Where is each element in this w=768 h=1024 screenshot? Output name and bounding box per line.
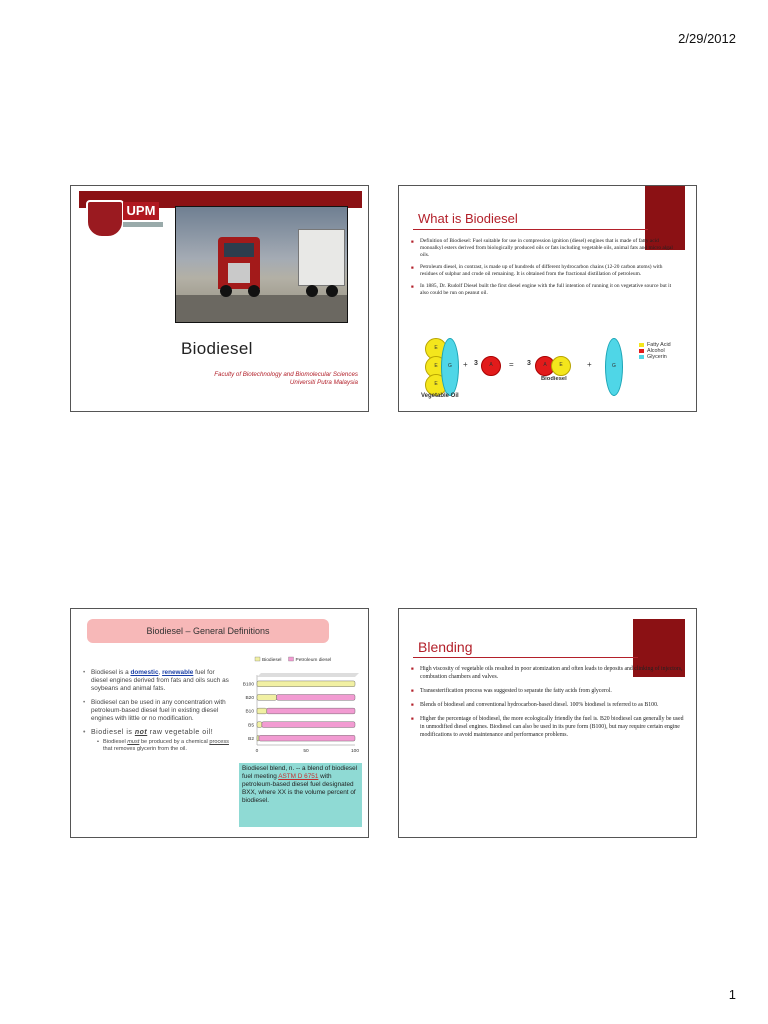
slide-general-definitions xyxy=(70,608,369,838)
category-label: B20 xyxy=(245,696,254,702)
slide-heading: What is Biodiesel xyxy=(418,211,518,226)
x-tick-label: 0 xyxy=(255,749,259,754)
slide-heading: Blending xyxy=(418,639,473,655)
plus-sign: + xyxy=(587,360,592,369)
bar-segment xyxy=(257,708,267,714)
fatty-acid-circle: E xyxy=(425,338,447,360)
slide-subtitle xyxy=(214,371,358,387)
legend-swatch xyxy=(289,657,294,661)
bullet-item: ■ Higher the percentage of biodiesel, the more ecologically friendly the fuel is. B20 biodiesel can generally be used in unmodified diesel engines. Biodiesel can also be used in its pure form (B100), but may require certain engine modifications to avoid maintenance and performance problems. xyxy=(411,715,687,739)
bullet-item: ■ Definition of Biodiesel: Fuel suitable for use in compression ignition (diesel) engines that is made of fatty acid monoalkyl esters derived from biologically produced oils or fats including vegetable oils, animal fats and micro algal oils. xyxy=(411,238,681,259)
faculty-name: Faculty of Biotechnology and Biomolecular Sciences xyxy=(214,371,358,378)
alcohol-circle: A xyxy=(481,356,501,376)
legend-item: Alcohol xyxy=(639,348,671,354)
truck-photo xyxy=(175,206,348,323)
coefficient: 3 xyxy=(474,360,478,367)
definition-box: Biodiesel blend, n. -- a blend of biodiesel fuel meeting ASTM D 6751 with petroleum-based diesel fuel designated BXX, where XX is the volume percent of biodiesel. xyxy=(239,763,362,827)
fatty-acid-circle: E xyxy=(551,356,571,376)
bullet-item: ■ Petroleum diesel, in contrast, is made up of hundreds of different hydrocarbon chains (12-20 carbon atoms) with residues of sulphur and crude oil remaining. It is obtained from the fractional distillation of petroleum. xyxy=(411,264,681,278)
biodiesel-label: Biodiesel xyxy=(541,376,567,382)
diagram-legend xyxy=(639,342,671,360)
bar-segment xyxy=(257,681,355,687)
upm-logo: UPM xyxy=(123,202,159,220)
bullet-list xyxy=(411,238,681,302)
slide-title xyxy=(70,185,369,412)
bullet-item: • Biodiesel is a domestic, renewable fuel for diesel engines derived from fats and oils such as soybeans and animal fats. xyxy=(83,669,233,693)
bullet-list xyxy=(411,665,687,745)
heading-rule xyxy=(413,229,648,230)
bar-segment xyxy=(267,708,355,714)
logo-subtitle-bar xyxy=(123,222,163,227)
fatty-acid-circle: E xyxy=(425,374,447,396)
glycerin-ellipse: G xyxy=(605,338,623,396)
slide-blending xyxy=(398,608,697,838)
sub-bullet-item: • Biodiesel must be produced by a chemical process that removes glycerin from the oil. xyxy=(97,739,233,753)
bullet-item: • Biodiesel is not raw vegetable oil! • Biodiesel must be produced by a chemical process that removes glycerin from the oil. xyxy=(83,729,233,753)
plus-sign: + xyxy=(463,360,468,369)
x-tick-label: 100 xyxy=(350,749,360,754)
coefficient: 3 xyxy=(527,360,531,367)
bullet-list xyxy=(83,669,233,759)
legend-item: Fatty Acid xyxy=(639,342,671,348)
slide-what-is-biodiesel xyxy=(398,185,697,412)
equals-sign: = xyxy=(509,360,514,369)
category-label: B100 xyxy=(242,682,254,688)
bullet-item: ■ In 1885, Dr. Rudolf Diesel built the first diesel engine with the full intention of running it on vegetative source but it also could be run on peanut oil. xyxy=(411,283,681,297)
fatty-acid-circle: E xyxy=(425,356,447,378)
bar-segment xyxy=(257,735,259,741)
university-crest-icon xyxy=(86,200,124,238)
x-tick-label: 50 xyxy=(303,749,309,754)
bar-segment xyxy=(277,695,355,701)
bar-segment xyxy=(257,722,262,728)
legend-label: Petroleum diesel xyxy=(295,658,332,663)
heading-rule xyxy=(413,657,638,658)
bullet-item: ■ Blends of biodiesel and conventional hydrocarbon-based diesel. 100% biodiesel is referred to as B100. xyxy=(411,701,687,709)
vegetable-oil-label: Vegetable Oil xyxy=(421,393,459,399)
slide-heading: Biodiesel – General Definitions xyxy=(87,619,329,643)
category-label: B2 xyxy=(248,736,254,742)
bullet-item: ■ High viscosity of vegetable oils resulted in poor atomization and often leads to deposits and clinking of injectors, combustion chambers and valves. xyxy=(411,665,687,681)
alcohol-circle: A xyxy=(535,356,555,376)
bar-segment xyxy=(257,695,277,701)
bullet-item: • Biodiesel can be used in any concentration with petroleum-based diesel fuel in existing diesel engines with little or no modification. xyxy=(83,699,233,723)
bar-segment xyxy=(262,722,355,728)
page-date: 2/29/2012 xyxy=(678,31,736,46)
bar-segment xyxy=(259,735,355,741)
category-label: B5 xyxy=(248,723,254,729)
page-number: 1 xyxy=(728,987,736,1002)
glycerin-ellipse: G xyxy=(441,338,459,396)
category-label: B10 xyxy=(245,709,254,715)
legend-swatch xyxy=(255,657,260,661)
chart-wall xyxy=(257,673,359,677)
university-name: Universiti Putra Malaysia xyxy=(289,379,358,386)
slide-title-text: Biodiesel xyxy=(181,339,253,358)
blend-chart xyxy=(229,649,361,767)
legend-label: Biodiesel xyxy=(262,658,282,663)
bullet-item: ■ Transesterification process was suggested to separate the fatty acids from glycerol. xyxy=(411,687,687,695)
legend-item: Glycerin xyxy=(639,354,671,360)
